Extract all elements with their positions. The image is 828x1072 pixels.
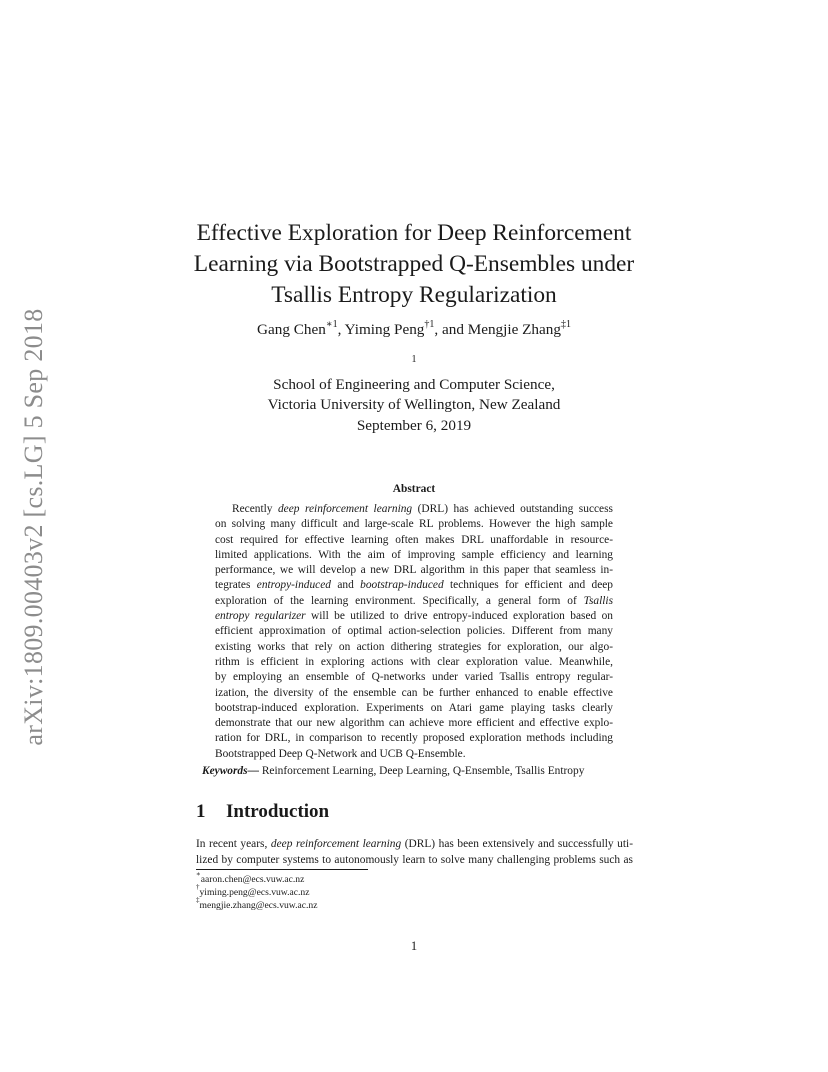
abstract-line bbox=[215, 731, 613, 746]
text-segment: ration for DRL, in comparison to recently proposed exploration methods including bbox=[215, 732, 613, 745]
author-separator: , bbox=[337, 321, 345, 338]
introduction-body bbox=[196, 836, 633, 868]
text-segment: on solving many difficult and large-scale RL problems. However the high sample bbox=[215, 518, 613, 531]
affiliation-line bbox=[114, 355, 714, 395]
text-segment: efficient approximation of optimal action-selection policies. Different from many bbox=[215, 625, 613, 638]
section-title: Introduction bbox=[226, 801, 330, 822]
abstract-heading: Abstract bbox=[392, 483, 436, 495]
arxiv-identifier-stamp: arXiv:1809.00403v2 [cs.LG] 5 Sep 2018 bbox=[19, 308, 48, 746]
abstract-line bbox=[215, 594, 613, 609]
text-segment: demonstrate that our new algorithm can achieve more efficient and effective explo- bbox=[215, 717, 613, 730]
text-segment: rithm is efficient in exploring actions with clear exploration value. Meanwhile, bbox=[215, 655, 613, 668]
text-segment: (DRL) has achieved outstanding success bbox=[412, 503, 613, 515]
affiliation-mark: 1 bbox=[411, 353, 417, 365]
footnote-email: yiming.peng@ecs.vuw.ac.nz bbox=[199, 887, 310, 898]
abstract-line bbox=[215, 533, 613, 548]
section-number: 1 bbox=[196, 801, 206, 822]
text-segment: cost required for effective learning often makes DRL unaffordable in resource- bbox=[215, 533, 613, 546]
text-segment: existing works that rely on action dithering strategies for exploration, our algo- bbox=[215, 640, 613, 653]
abstract-line bbox=[215, 686, 613, 701]
author-list bbox=[114, 320, 714, 340]
affiliation bbox=[114, 355, 714, 415]
abstract-line bbox=[215, 502, 613, 517]
introduction-line bbox=[196, 836, 633, 852]
abstract-line bbox=[215, 716, 613, 731]
affiliation-text: School of Engineering and Computer Science, bbox=[273, 376, 555, 393]
footnote-mark: ∗ bbox=[196, 869, 201, 878]
text-segment: lized by computer systems to autonomously learn to solve many challenging problems such as bbox=[196, 854, 633, 866]
author-name: Mengjie Zhang bbox=[467, 321, 561, 338]
affiliation-line: Victoria University of Wellington, New Zealand bbox=[267, 396, 561, 413]
emphasized-text: bootstrap-induced bbox=[360, 579, 444, 592]
abstract-line bbox=[215, 701, 613, 716]
abstract-line bbox=[215, 609, 613, 624]
title-line: Learning via Bootstrapped Q-Ensembles under bbox=[193, 251, 635, 277]
paper-date: September 6, 2019 bbox=[356, 417, 472, 434]
text-segment: limited applications. With the aim of improving sample efficiency and learning bbox=[215, 548, 613, 561]
text-segment: exploration of the learning environment. Specifically, a general form of bbox=[215, 594, 584, 607]
footnote bbox=[196, 895, 318, 912]
introduction-line bbox=[196, 852, 633, 868]
emphasized-text: deep reinforcement learning bbox=[277, 503, 413, 515]
emphasized-text: deep reinforcement learning bbox=[270, 838, 402, 850]
abstract-line bbox=[215, 517, 613, 532]
text-segment: techniques for efficient and deep bbox=[443, 579, 614, 592]
abstract-line bbox=[215, 670, 613, 685]
abstract-line bbox=[215, 747, 613, 762]
footnote-mark: ‡ bbox=[196, 895, 200, 904]
emphasized-text: entropy-induced bbox=[256, 579, 331, 592]
title-line: Tsallis Entropy Regularization bbox=[271, 282, 557, 308]
text-segment: (DRL) has been extensively and successfully uti- bbox=[401, 838, 633, 850]
page-number: 1 bbox=[410, 939, 418, 953]
emphasized-text: entropy regularizer bbox=[215, 610, 306, 623]
abstract-line bbox=[215, 624, 613, 639]
footnote bbox=[196, 869, 317, 886]
abstract-line bbox=[215, 578, 613, 593]
footnote-divider bbox=[196, 869, 368, 870]
text-segment: will be utilized to drive entropy-induced exploration based on bbox=[305, 610, 614, 623]
emphasized-text: Tsallis bbox=[583, 594, 613, 607]
text-segment: and bbox=[331, 579, 361, 592]
author-marks: ‡1 bbox=[560, 318, 571, 330]
footnote-email: aaron.chen@ecs.vuw.ac.nz bbox=[200, 874, 305, 885]
abstract-line bbox=[215, 655, 613, 670]
footnote-mark: † bbox=[196, 882, 200, 891]
abstract-line bbox=[215, 548, 613, 563]
abstract-body bbox=[215, 502, 613, 762]
keywords-label: Keywords— bbox=[202, 765, 259, 777]
abstract-line bbox=[215, 563, 613, 578]
footnote bbox=[196, 882, 317, 899]
author-marks: †1 bbox=[424, 318, 435, 330]
text-segment: tegrates bbox=[215, 579, 257, 592]
text-segment: Recently bbox=[232, 503, 278, 515]
author-separator: , and bbox=[434, 321, 468, 338]
text-segment: ization, the diversity of the ensemble can be further enhanced to enable effective bbox=[215, 686, 613, 699]
author-marks: ∗1 bbox=[325, 318, 338, 330]
text-segment: Bootstrapped Deep Q-Network and UCB Q-Ensemble. bbox=[215, 747, 466, 760]
author-name: Gang Chen bbox=[257, 321, 326, 338]
abstract-line bbox=[215, 640, 613, 655]
text-segment: In recent years, bbox=[196, 838, 271, 850]
footnotes bbox=[196, 869, 318, 912]
text-segment: by employing an ensemble of Q-networks under varied Tsallis entropy regular- bbox=[215, 671, 613, 684]
section-heading bbox=[196, 800, 329, 824]
keywords-text: Reinforcement Learning, Deep Learning, Q-Ensemble, Tsallis Entropy bbox=[258, 765, 585, 777]
footnote-email: mengjie.zhang@ecs.vuw.ac.nz bbox=[199, 900, 318, 911]
paper-title bbox=[114, 218, 714, 311]
text-segment: performance, we will develop a new DRL algorithm in this paper that seamless in- bbox=[215, 564, 613, 577]
author-name: Yiming Peng bbox=[344, 321, 425, 338]
keywords bbox=[202, 764, 622, 779]
text-segment: bootstrap-induced exploration. Experiments on Atari game playing tasks clearly bbox=[215, 701, 613, 714]
title-line: Effective Exploration for Deep Reinforcement bbox=[196, 220, 632, 246]
